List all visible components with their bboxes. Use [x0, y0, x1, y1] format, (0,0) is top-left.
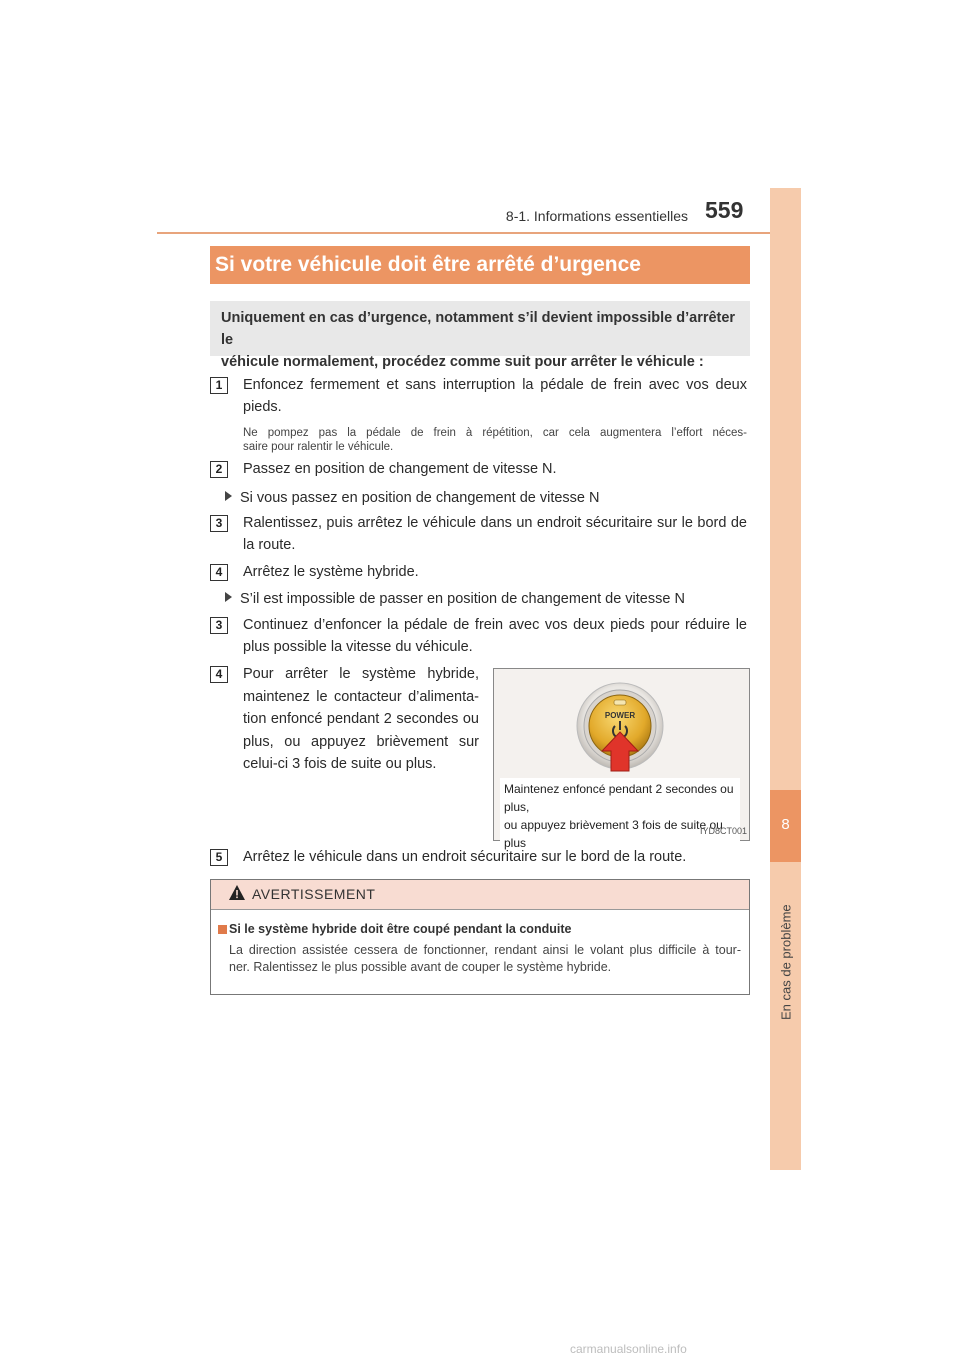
step-1-line-1: Enfoncez fermement et sans interruption la pédale de frein avec vos deux: [243, 377, 747, 393]
condition-1: [225, 487, 600, 509]
illustration-caption: [500, 778, 740, 854]
step-number-4b: 4: [210, 666, 228, 683]
step-1-note-line-2: saire pour ralentir le véhicule.: [243, 441, 394, 453]
step-4-text: Arrêtez le système hybride.: [243, 564, 419, 580]
step-3b-line-2: plus possible la vitesse du véhicule.: [243, 639, 473, 655]
chapter-label-text: En cas de problème: [778, 904, 794, 1020]
step-number-3b: 3: [210, 617, 228, 634]
step-3-line-1: Ralentissez, puis arrêtez le véhicule dans un endroit sécuritaire sur le bord de: [243, 515, 747, 531]
caption-line-1: Maintenez enfoncé pendant 2 secondes ou plus,: [504, 782, 734, 814]
step-2-text: Passez en position de changement de vitesse N.: [243, 461, 557, 477]
chapter-number: 8: [781, 816, 790, 833]
warning-text: [229, 942, 741, 976]
intro-box: [210, 301, 750, 370]
condition-2-text: S’il est impossible de passer en position de changement de vitesse N: [240, 591, 685, 607]
caption-line-2: ou appuyez brièvement 3 fois de suite ou plus: [504, 818, 723, 850]
page-title: Si votre véhicule doit être arrêté d’urgence: [210, 246, 750, 284]
warning-line-2: ner. Ralentissez le plus possible avant de couper le système hybride.: [229, 960, 612, 974]
square-bullet-icon: [218, 925, 227, 934]
step-3-line-2: la route.: [243, 537, 296, 553]
warning-line-1: La direction assistée cessera de fonctionner, rendant ainsi le volant plus difficile à tour-: [229, 943, 741, 957]
step-4b-line-5: celui-ci 3 fois de suite ou plus.: [243, 756, 437, 772]
condition-2: [225, 588, 685, 610]
step-number-1: 1: [210, 377, 228, 394]
power-label: POWER: [604, 711, 636, 720]
warning-triangle-icon: [228, 884, 246, 906]
step-4b-text: [243, 663, 479, 776]
triangle-bullet-icon: [225, 491, 232, 501]
intro-line-2: véhicule normalement, procédez comme suit pour arrêter le véhicule :: [221, 354, 704, 370]
step-3b-line-1: Continuez d’enfoncer la pédale de frein avec vos deux pieds pour réduire le: [243, 617, 747, 633]
step-4b-line-1: Pour arrêter le système hybride,: [243, 666, 479, 682]
illustration-code: IYD8CT001: [700, 826, 748, 836]
step-4b-line-3: tion enfoncé pendant 2 secondes ou: [243, 711, 479, 727]
step-3-text: [243, 512, 747, 556]
step-number-3: 3: [210, 515, 228, 532]
page-number: 559: [705, 197, 744, 223]
warning-subtitle: Si le système hybride doit être coupé pendant la conduite: [229, 922, 572, 936]
triangle-bullet-icon: [225, 592, 232, 602]
header-rule: [157, 232, 800, 234]
warning-title: AVERTISSEMENT: [252, 886, 376, 902]
chapter-label: [772, 860, 800, 1020]
step-4b-line-2: maintenez le contacteur d’alimenta-: [243, 688, 479, 705]
step-number-2: 2: [210, 461, 228, 478]
section-title: 8-1. Informations essentielles: [505, 208, 688, 224]
step-1-note: [243, 426, 747, 454]
step-1-line-2: pieds.: [243, 399, 282, 415]
step-3b-text: [243, 614, 747, 658]
step-5-text: Arrêtez le véhicule dans un endroit sécuritaire sur le bord de la route.: [243, 849, 687, 865]
watermark: carmanualsonline.info: [570, 1342, 687, 1356]
step-number-4: 4: [210, 564, 228, 581]
step-1-text: [243, 374, 747, 418]
step-4b-line-4: plus, ou appuyez brièvement sur: [243, 733, 479, 750]
intro-line-1: Uniquement en cas d’urgence, notamment s’il devient impossible d’arrêter le: [221, 310, 736, 348]
condition-1-text: Si vous passez en position de changement de vitesse N: [240, 490, 600, 506]
chapter-tab: [770, 188, 801, 1170]
step-number-5: 5: [210, 849, 228, 866]
step-1-note-line-1: Ne pompez pas la pédale de frein à répétition, car cela augmentera l’effort néces-: [243, 427, 747, 439]
